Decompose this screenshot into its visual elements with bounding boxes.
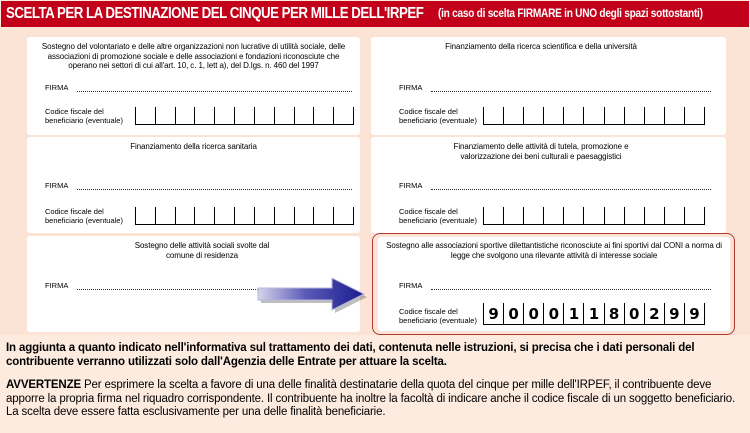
box-ricerca-sanitaria (27, 137, 360, 233)
cf-digit: 1 (583, 303, 603, 324)
box-title: Sostegno delle attività sociali svolte dal comune di residenza (134, 241, 270, 260)
cf-digit: 9 (664, 303, 684, 324)
codice-fiscale-field[interactable] (135, 207, 354, 225)
box-volontariato (27, 37, 360, 135)
codice-fiscale-label: Codice fiscale del beneficiario (eventuale) (399, 307, 477, 325)
firma-label: FIRMA (399, 83, 423, 92)
cf-digit: 9 (684, 303, 705, 324)
codice-fiscale-field[interactable] (483, 107, 705, 125)
cf-digit: 8 (604, 303, 624, 324)
privacy-note: In aggiunta a quanto indicato nell'informativa sul trattamento dei dati, contenuta nelle istruzioni, si precisa che i dati personali del contribuente verranno utilizzati solo dall'Agenzia delle Entrate per attuare la scelta. (6, 342, 695, 368)
firma-label: FIRMA (399, 181, 423, 190)
box-ricerca-scientifica (371, 37, 726, 135)
selection-highlight (372, 233, 735, 335)
signature-field[interactable] (77, 189, 352, 190)
codice-fiscale-label: Codice fiscale del beneficiario (eventuale) (45, 207, 123, 225)
cf-digit: 1 (563, 303, 583, 324)
signature-field[interactable] (431, 189, 711, 190)
codice-fiscale-label: Codice fiscale del beneficiario (eventuale) (399, 107, 477, 125)
form-header (1, 1, 749, 27)
codice-fiscale-field[interactable] (483, 207, 705, 225)
firma-label: FIRMA (399, 281, 423, 290)
signature-field[interactable] (431, 91, 711, 92)
cf-digit: 0 (503, 303, 523, 324)
box-title: Sostegno del volontariato e delle altre organizzazioni non lucrative di utilità sociale, delle associazioni di promozione sociale e delle associazioni e fondazioni riconosciute che operano nei settori di cui all'art. 10, c. 1, lett a), del D.lgs. n. 460 del 1997 (41, 42, 346, 70)
box-title: Finanziamento della ricerca scientifica e della università (445, 42, 637, 51)
box-title: Sostegno alle associazioni sportive dilettantistiche riconosciute ai fini sportivi dal CONI a norma di legge che svolgono una rilevante attività di interesse sociale (386, 241, 722, 260)
arrow-icon (252, 272, 372, 316)
cf-digit: 0 (624, 303, 644, 324)
signature-field[interactable] (77, 91, 352, 92)
firma-label: FIRMA (45, 181, 69, 190)
codice-fiscale-label: Codice fiscale del beneficiario (eventuale) (45, 107, 123, 125)
avvertenze-heading: AVVERTENZE (6, 379, 81, 391)
firma-label: FIRMA (45, 83, 69, 92)
cf-digit: 0 (523, 303, 543, 324)
cf-digit: 0 (543, 303, 563, 324)
codice-fiscale-label: Codice fiscale del beneficiario (eventuale) (399, 207, 477, 225)
avvertenze-text: Per esprimere la scelta a favore di una delle finalità destinatarie della quota del cinque per mille dell'IRPEF, il contribuente deve apporre la propria firma nel riquadro corrispondente. Il contribuente ha inoltre la facoltà di indicare anche il codice fiscale di un soggetto beneficiario. La scelta deve essere fatta esclusivamente per una delle finalità beneficiarie. (6, 379, 736, 418)
codice-fiscale-field[interactable] (135, 107, 354, 125)
box-beni-culturali (371, 137, 726, 233)
cf-digit: 2 (644, 303, 664, 324)
box-title: Finanziamento delle attività di tutela, promozione e valorizzazione dei beni culturali e paesaggistici (453, 142, 629, 161)
form-subtitle: (in caso di scelta FIRMARE in UNO degli spazi sottostanti) (438, 8, 703, 20)
firma-label: FIRMA (45, 281, 69, 290)
cf-digit: 9 (483, 303, 503, 324)
box-title: Finanziamento della ricerca sanitaria (130, 142, 257, 151)
avvertenze-note (6, 379, 746, 420)
form-title: SCELTA PER LA DESTINAZIONE DEL CINQUE PER MILLE DELL'IRPEF (6, 5, 424, 22)
